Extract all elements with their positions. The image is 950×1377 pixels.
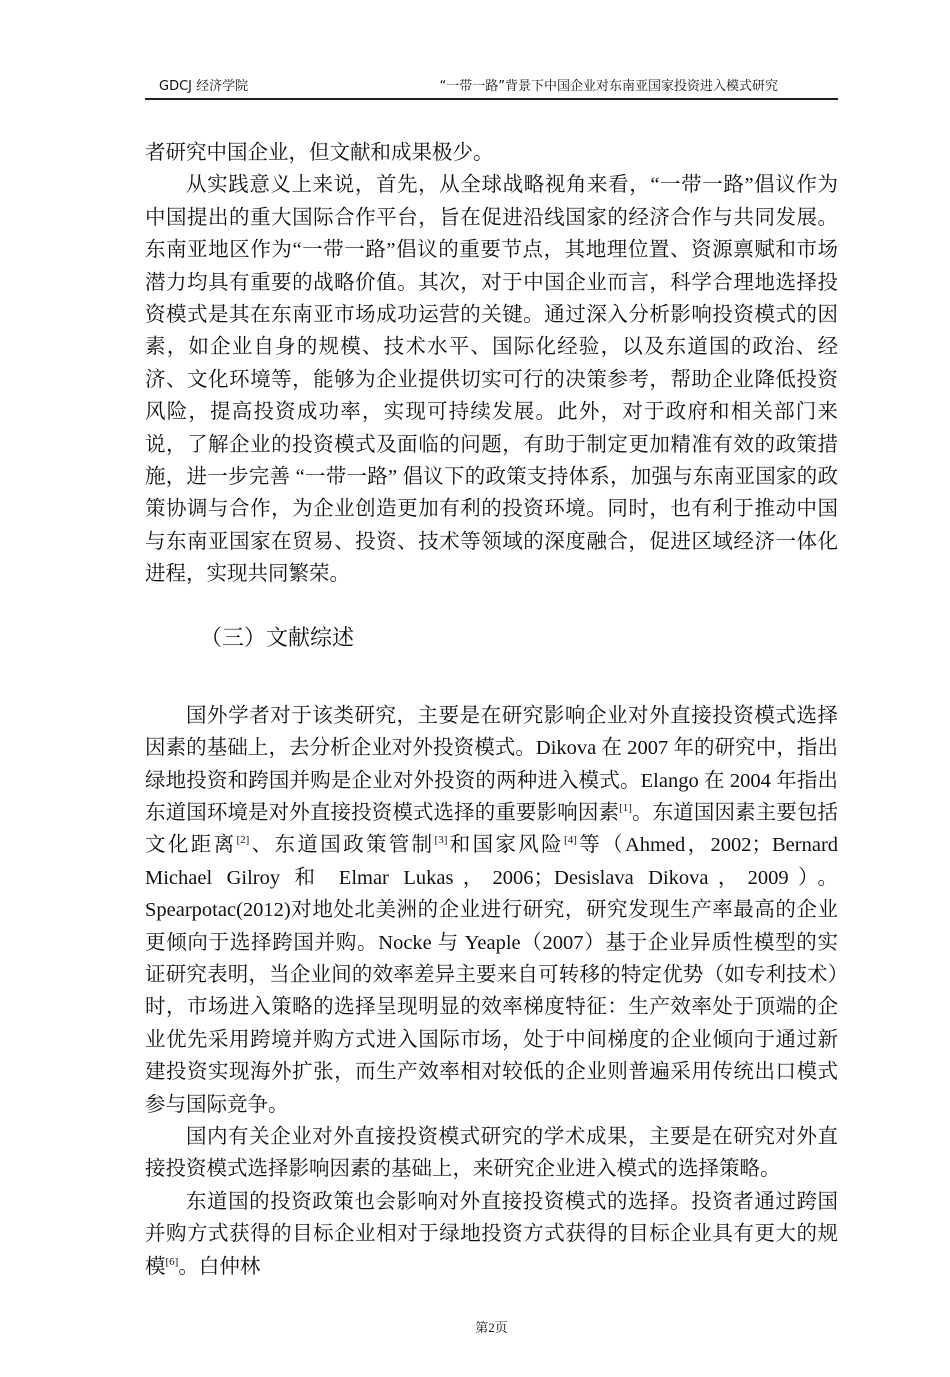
text-segment: 。白仲林 bbox=[178, 1255, 261, 1278]
header-institution: GDCJ 经济学院 bbox=[159, 79, 249, 94]
citation-reference: [4] bbox=[564, 834, 577, 847]
paragraph bbox=[145, 1186, 838, 1283]
header-title: “一带一路”背景下中国企业对东南亚国家投资进入模式研究 bbox=[439, 79, 778, 94]
paragraph bbox=[145, 137, 838, 169]
section-heading bbox=[200, 619, 838, 659]
citation-reference: [3] bbox=[434, 834, 448, 847]
text-segment: 等（Ahmed，2002；Bernard Michael Gilroy 和 Elmar Lukas，2006；Desislava Dikova，2009）。Spearpotac(2012)对地处北美洲的企业进行研究，研究发现生产率最高的企业更倾向于选择跨国并购。Nocke 与 Yeaple（2007）基于企业异质性模型的实证研究表明，当企业间的效率差异主要来自可转移的特定优势（如专利技术）时，市场进入策略的选择呈现明显的效率梯度特征：生产效率处于顶端的企业优先采用跨境并购方式进入国际市场，处于中间梯度的企业倾向于通过新建投资实现海外扩张，而生产效率相对较低的企业则普遍采用传统出口模式参与国际竞争。 bbox=[145, 834, 839, 1116]
citation-reference: [6] bbox=[165, 1255, 179, 1268]
text-segment: 和国家风险 bbox=[447, 834, 565, 857]
text-segment: 国内有关企业对外直接投资模式研究的学术成果，主要是在研究对外直接投资模式选择影响因素的基础上，来研究企业进入模式的选择策略。 bbox=[145, 1125, 838, 1181]
text-segment: 从实践意义上来说，首先，从全球战略视角来看，“一带一路”倡议作为中国提出的重大国际合作平台，旨在促进沿线国家的经济合作与共同发展。东南亚地区作为“一带一路”倡议的重要节点，其地理位置、资源禀赋和市场潜力均具有重要的战略价值。其次，对于中国企业而言，科学合理地选择投资模式是其在东南亚市场成功运营的关键。通过深入分析影响投资模式的因素，如企业自身的规模、技术水平、国际化经验，以及东道国的政治、经济、文化环境等，能够为企业提供切实可行的决策参考，帮助企业降低投资风险，提高投资成功率，实现可持续发展。此外，对于政府和相关部门来说，了解企业的投资模式及面临的问题，有助于制定更加精准有效的政策措施，进一步完善 “一带一路” 倡议下的政策支持体系，加强与东南亚国家的政策协调与合作，为企业创造更加有利的投资环境。同时，也有利于推动中国与东南亚国家在贸易、投资、技术等领域的深度融合，促进区域经济一体化进程，实现共同繁荣。 bbox=[145, 174, 838, 586]
text-segment: （三）文献综述 bbox=[200, 625, 355, 651]
citation-reference: [1] bbox=[619, 801, 632, 814]
text-segment: 。东道国因素主要包括文化距离 bbox=[145, 801, 839, 857]
document-body bbox=[145, 137, 838, 1283]
paragraph bbox=[145, 700, 838, 1121]
text-segment: 东道国的投资政策也会影响对外直接投资模式的选择。投资者通过跨国并购方式获得的目标企业相对于绿地投资方式获得的目标企业具有更大的规模 bbox=[145, 1190, 838, 1278]
page-header bbox=[145, 78, 838, 100]
paragraph bbox=[145, 1121, 838, 1186]
citation-reference: [2] bbox=[236, 834, 250, 847]
text-segment: 、东道国政策管制 bbox=[249, 834, 435, 857]
paragraph bbox=[145, 169, 838, 590]
page-number: 第2页 bbox=[475, 1320, 508, 1335]
text-segment: 国外学者对于该类研究，主要是在研究影响企业对外直接投资模式选择因素的基础上，去分析企业对外投资模式。Dikova 在 2007 年的研究中，指出绿地投资和跨国并购是企业对外投资的两种进入模式。Elango 在 2004 年指出东道国环境是对外直接投资模式选择的重要影响因素 bbox=[145, 704, 838, 824]
text-segment: 者研究中国企业，但文献和成果极少。 bbox=[145, 142, 494, 164]
